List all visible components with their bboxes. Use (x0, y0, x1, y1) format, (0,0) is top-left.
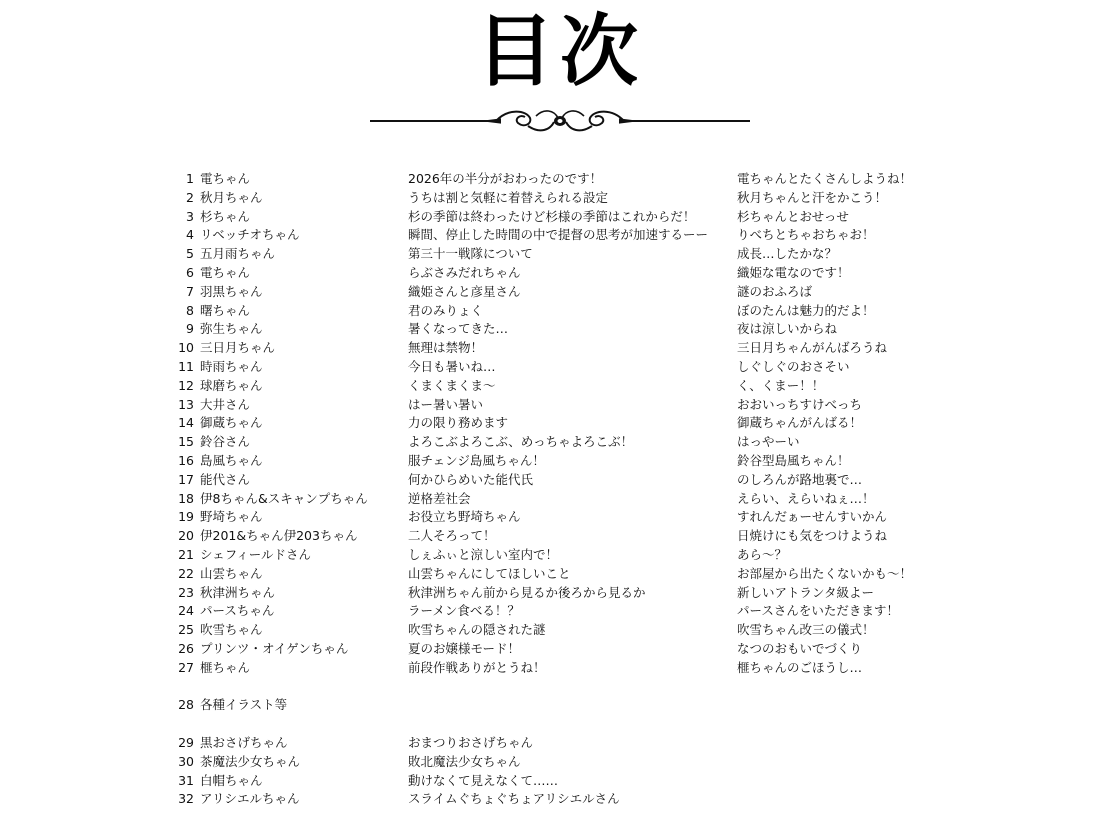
toc-row (0, 772, 1120, 791)
toc-title: 二人そろって！ (408, 528, 496, 544)
toc-title: 逆格差社会 (408, 490, 471, 506)
toc-row (0, 490, 1120, 509)
toc-number: 8 (186, 302, 194, 318)
toc-title: くまくまくま〜 (408, 377, 496, 393)
toc-character: 白帽ちゃん (200, 772, 263, 788)
toc-title: 第三十一戦隊について (408, 246, 533, 262)
toc-row (0, 320, 1120, 339)
toc-title: 暑くなってきた… (408, 321, 509, 337)
toc-subtitle: あら〜？ (737, 546, 788, 562)
toc-title: スライムぐちょぐちょアリシエルさん (408, 791, 620, 807)
toc-row (0, 602, 1120, 621)
toc-number: 29 (178, 734, 194, 750)
toc-title: うちは割と気軽に着替えられる設定 (408, 189, 609, 205)
toc-row (0, 584, 1120, 603)
toc-character: 伊8ちゃん&スキャンプちゃん (200, 490, 368, 506)
toc-number: 10 (178, 340, 194, 356)
toc-number: 18 (178, 490, 194, 506)
toc-row-misc (0, 696, 1120, 715)
toc-title: 杉の季節は終わったけど杉様の季節はこれからだ！ (408, 208, 696, 224)
toc-number: 28 (178, 697, 194, 713)
toc-number: 27 (178, 659, 194, 675)
toc-row (0, 659, 1120, 678)
toc-row (0, 790, 1120, 809)
toc-subtitle: はっやーい (737, 434, 800, 450)
toc-row (0, 452, 1120, 471)
toc-subtitle: のしろんが路地裏で… (737, 471, 863, 487)
toc-subtitle: 成長…したかな？ (737, 246, 838, 262)
toc-title: 無理は禁物！ (408, 340, 484, 356)
toc-number: 20 (178, 528, 194, 544)
toc-subtitle: パースさんをいただきます！ (737, 603, 899, 619)
toc-subtitle: なつのおもいでづくり (737, 640, 863, 656)
toc-character: 各種イラスト等 (200, 697, 288, 713)
toc-title: 何かひらめいた能代氏 (408, 471, 534, 487)
toc-subtitle: えらい、えらいねぇ…！ (737, 490, 875, 506)
toc-row (0, 302, 1120, 321)
toc-row (0, 208, 1120, 227)
toc-character: 能代さん (200, 471, 251, 487)
toc-number: 4 (186, 227, 194, 243)
page-title: 目次 (475, 7, 644, 97)
toc-title: 夏のお嬢様モード！ (408, 640, 521, 656)
toc-number: 2 (186, 189, 194, 205)
toc-subtitle: く、くまー！！ (737, 377, 825, 393)
toc-character: パースちゃん (200, 603, 275, 619)
toc-subtitle: 秋月ちゃんと汗をかこう！ (737, 189, 888, 205)
toc-number: 32 (178, 791, 194, 807)
toc-title: 動けなくて見えなくて…… (408, 772, 559, 788)
toc-title: 君のみりょく (408, 302, 484, 318)
toc-subtitle: 電ちゃんとたくさんしようね！ (737, 171, 913, 186)
toc-subtitle: すれんだぁーせんすいかん (737, 509, 888, 525)
toc-character: 時雨ちゃん (200, 358, 263, 374)
toc-character: 鈴谷さん (200, 434, 251, 450)
toc-row (0, 621, 1120, 640)
toc-character: 杉ちゃん (200, 208, 251, 224)
toc-number: 13 (178, 396, 194, 412)
toc-row (0, 414, 1120, 433)
toc-subtitle: 吹雪ちゃん改三の儀式！ (737, 622, 875, 638)
toc-number: 7 (186, 283, 194, 299)
toc-title: 前段作戦ありがとうね！ (408, 659, 546, 675)
toc-number: 26 (178, 640, 194, 656)
toc-title: はー暑い暑い (408, 396, 484, 412)
toc-character: 曙ちゃん (200, 302, 251, 318)
toc-character: 伊201&ちゃん伊203ちゃん (200, 528, 358, 544)
toc-character: 大井さん (200, 396, 251, 412)
toc-character: 秋津洲ちゃん (200, 584, 276, 600)
toc-character: 野埼ちゃん (200, 509, 263, 525)
toc-title: 2026年の半分がおわったのです！ (408, 171, 603, 186)
toc-character: 山雲ちゃん (200, 565, 263, 581)
toc-row (0, 377, 1120, 396)
toc-subtitle: 織姫な電なのです！ (737, 264, 850, 280)
toc-row (0, 339, 1120, 358)
toc-row (0, 508, 1120, 527)
toc-number: 21 (178, 546, 194, 562)
toc-character: シェフィールドさん (200, 546, 312, 562)
toc-number: 12 (178, 377, 194, 393)
toc-number: 30 (178, 753, 194, 769)
toc-character: アリシエルちゃん (200, 791, 300, 807)
toc-title: 力の限り務めます (408, 415, 509, 431)
toc-character: 弥生ちゃん (200, 321, 263, 337)
toc-character: 電ちゃん (200, 171, 251, 186)
toc-row (0, 753, 1120, 772)
table-of-contents (0, 170, 1120, 809)
toc-row (0, 433, 1120, 452)
toc-row (0, 189, 1120, 208)
toc-subtitle: 御蔵ちゃんがんばる！ (737, 415, 863, 431)
toc-number: 3 (186, 208, 194, 224)
toc-number: 15 (178, 434, 194, 450)
toc-character: 黒おさげちゃん (200, 734, 288, 750)
toc-row (0, 640, 1120, 659)
toc-character: リベッチオちゃん (200, 227, 300, 243)
toc-number: 17 (178, 471, 194, 487)
toc-row (0, 245, 1120, 264)
toc-row (0, 565, 1120, 584)
toc-row (0, 527, 1120, 546)
toc-character: 五月雨ちゃん (200, 246, 276, 262)
toc-title: お役立ち野埼ちゃん (408, 509, 521, 525)
toc-title: 今日も暑いね… (408, 358, 496, 374)
toc-title: ラーメン食べる！？ (408, 603, 520, 619)
toc-title: 山雲ちゃんにしてほしいこと (408, 565, 571, 581)
toc-row (0, 264, 1120, 283)
toc-title: 秋津洲ちゃん前から見るか後ろから見るか (408, 584, 646, 600)
toc-row (0, 471, 1120, 490)
toc-row (0, 734, 1120, 753)
toc-character: 電ちゃん (200, 264, 251, 280)
toc-number: 19 (178, 509, 194, 525)
toc-character: 三日月ちゃん (200, 340, 276, 356)
toc-title: 服チェンジ島風ちゃん！ (408, 452, 545, 468)
toc-number: 22 (178, 565, 194, 581)
toc-character: 羽黒ちゃん (200, 283, 263, 299)
toc-title: 織姫さんと彦星さん (408, 283, 521, 299)
toc-number: 23 (178, 584, 194, 600)
toc-subtitle: りべちとちゃおちゃお！ (737, 227, 875, 243)
toc-subtitle: しぐしぐのおさそい (737, 358, 850, 374)
toc-subtitle: 杉ちゃんとおせっせ (737, 208, 849, 224)
toc-subtitle: 鈴谷型島風ちゃん！ (737, 452, 850, 468)
toc-number: 9 (186, 321, 194, 337)
toc-character: 島風ちゃん (200, 452, 263, 468)
toc-subtitle: お部屋から出たくないかも〜！ (737, 565, 913, 581)
toc-number: 25 (178, 622, 194, 638)
toc-title: 敗北魔法少女ちゃん (408, 753, 521, 769)
toc-number: 5 (186, 246, 194, 262)
toc-character: 吹雪ちゃん (200, 622, 263, 638)
spacer (0, 678, 1120, 697)
toc-number: 1 (186, 171, 194, 186)
toc-title: らぶさみだれちゃん (408, 264, 521, 280)
toc-number: 31 (178, 772, 194, 788)
toc-row (0, 396, 1120, 415)
toc-subtitle: 新しいアトランタ級よー (737, 584, 875, 600)
toc-subtitle: 謎のおふろば (737, 283, 813, 299)
toc-number: 6 (186, 264, 194, 280)
toc-character: 球磨ちゃん (200, 377, 263, 393)
toc-character: 榧ちゃん (200, 659, 251, 675)
toc-character: 茶魔法少女ちゃん (200, 753, 301, 769)
toc-row (0, 226, 1120, 245)
toc-subtitle: 三日月ちゃんがんばろうね (737, 340, 888, 356)
toc-number: 14 (178, 415, 194, 431)
toc-subtitle: おおいっちすけべっち (737, 396, 863, 412)
toc-character: 御蔵ちゃん (200, 415, 263, 431)
toc-title: 吹雪ちゃんの隠された謎 (408, 622, 546, 638)
spacer (0, 715, 1120, 734)
toc-number: 11 (178, 358, 194, 374)
toc-subtitle: 日焼けにも気をつけようね (737, 528, 888, 544)
flourish-divider (368, 104, 752, 138)
toc-number: 24 (178, 603, 194, 619)
toc-subtitle: 榧ちゃんのごほうし… (737, 659, 863, 675)
toc-title: 瞬間、停止した時間の中で提督の思考が加速するーー (408, 227, 709, 243)
toc-subtitle: ぼのたんは魅力的だよ！ (737, 302, 875, 318)
toc-title: しぇふぃと涼しい室内で！ (408, 546, 559, 562)
toc-character: 秋月ちゃん (200, 189, 263, 205)
toc-row (0, 358, 1120, 377)
toc-row (0, 283, 1120, 302)
toc-title: おまつりおさげちゃん (408, 734, 534, 750)
toc-row (0, 546, 1120, 565)
toc-character: プリンツ・オイゲンちゃん (200, 640, 349, 656)
toc-title: よろこぶよろこぶ、めっちゃよろこぶ！ (408, 434, 634, 450)
toc-number: 16 (178, 452, 194, 468)
toc-subtitle: 夜は涼しいからね (737, 321, 838, 337)
toc-row (0, 170, 1120, 189)
